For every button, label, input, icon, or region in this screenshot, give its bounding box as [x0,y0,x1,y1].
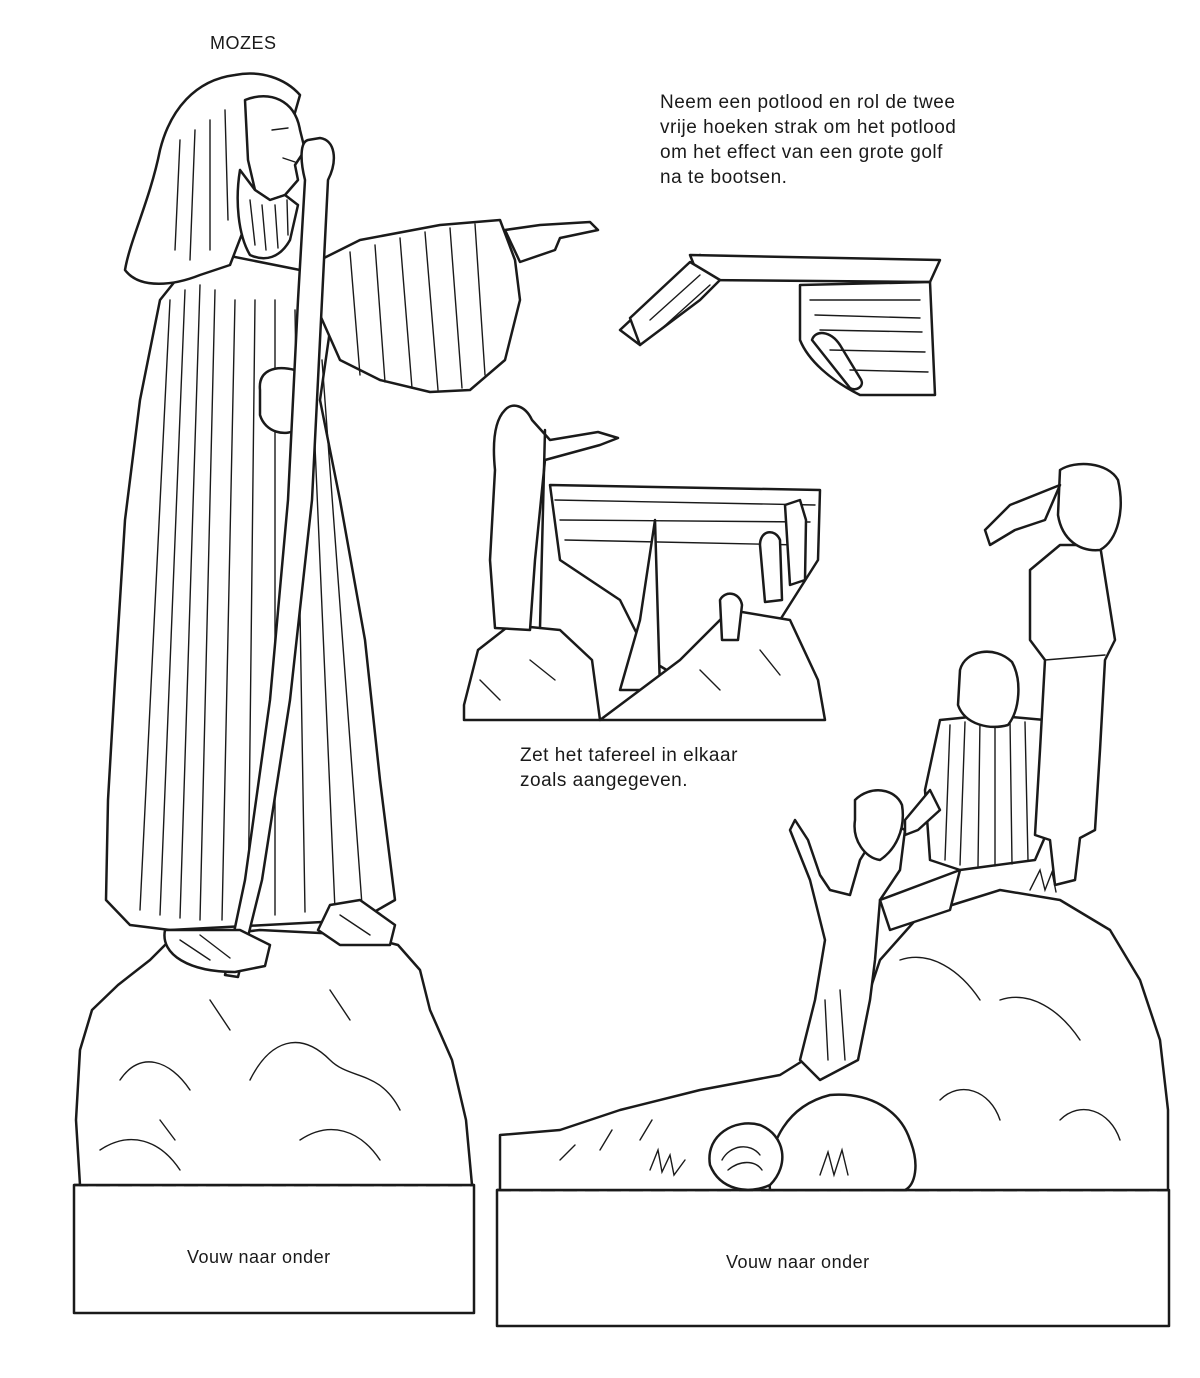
wave-roll-diagram [620,255,940,395]
israelite-standing [1030,545,1115,885]
caption-line: Zet het tafereel in elkaar [520,745,738,766]
wave-paper-sheet [690,255,940,282]
page-title: MOZES [210,33,277,53]
moses-pointing-hand [505,222,598,262]
instruction-line: vrije hoeken strak om het potlood [660,117,957,138]
instruction-line: om het effect van een grote golf [660,142,943,163]
roll-instructions [660,90,1040,190]
israelite-seated [925,715,1048,870]
moses-rock [76,930,472,1185]
instruction-line: na te bootsen. [660,167,788,188]
assembly-caption [520,743,738,793]
left-fold-label: Vouw naar onder [187,1247,331,1267]
israelites-cutout [497,464,1169,1326]
right-fold-label: Vouw naar onder [726,1252,870,1272]
shield-boulder [709,1123,782,1189]
caption-line: zoals aangegeven. [520,770,689,791]
instruction-line: Neem een potlood en rol de twee [660,92,956,113]
assembled-scene-preview [464,406,825,720]
